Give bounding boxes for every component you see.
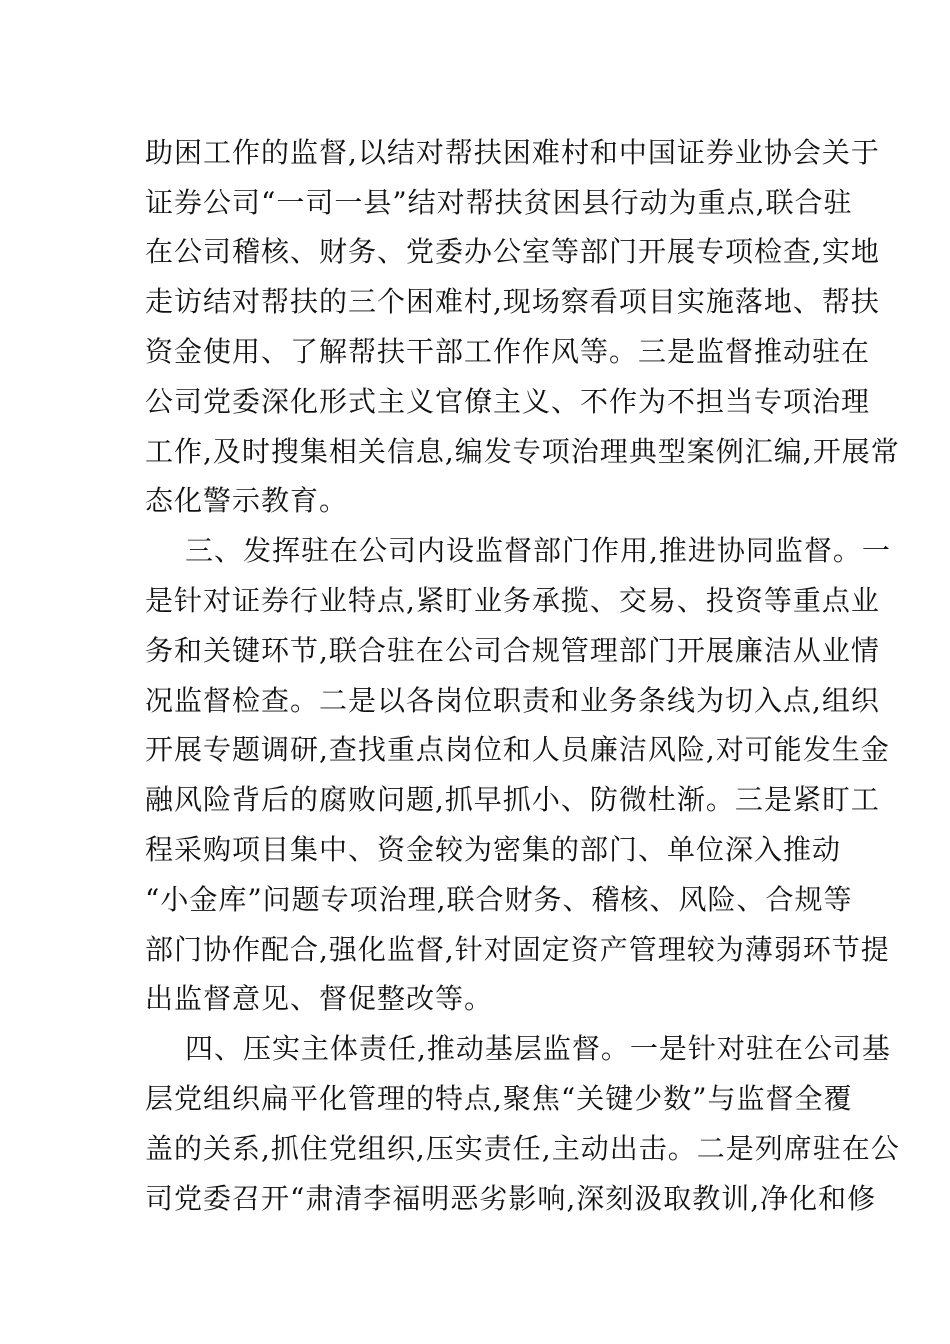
- text-line: 证券公司“一司一县”结对帮扶贫困县行动为重点,联合驻: [145, 186, 853, 219]
- text-line: “小金库”问题专项治理,联合财务、稽核、风险、合规等: [145, 883, 853, 916]
- paragraph-heading-four: 四、压实主体责任,推动基层监督。一是针对驻在公司基: [185, 1032, 891, 1065]
- text-line: 在公司稽核、财务、党委办公室等部门开展专项检查,实地: [145, 235, 880, 268]
- text-line: 助困工作的监督,以结对帮扶困难村和中国证券业协会关于: [145, 136, 880, 169]
- text-line: 开展专题调研,查找重点岗位和人员廉洁风险,对可能发生金: [145, 733, 890, 766]
- text-line: 工作,及时搜集相关信息,编发专项治理典型案例汇编,开展常: [145, 435, 900, 468]
- text-line: 是针对证券行业特点,紧盯业务承揽、交易、投资等重点业: [145, 584, 880, 617]
- text-line: 态化警示教育。: [145, 484, 349, 517]
- text-line: 出监督意见、督促整改等。: [145, 982, 494, 1015]
- text-line: 走访结对帮扶的三个困难村,现场察看项目实施落地、帮扶: [145, 285, 880, 318]
- text-line: 公司党委深化形式主义官僚主义、不作为不担当专项治理: [145, 385, 871, 418]
- text-line: 盖的关系,抓住党组织,压实责任,主动出击。二是列席驻在公: [145, 1132, 900, 1165]
- paragraph-heading-three: 三、发挥驻在公司内设监督部门作用,推进协同监督。一: [185, 534, 891, 567]
- text-line: 况监督检查。二是以各岗位职责和业务条线为切入点,组织: [145, 684, 880, 717]
- text-line: 层党组织扁平化管理的特点,聚焦“关键少数”与监督全覆: [145, 1082, 853, 1115]
- text-line: 程采购项目集中、资金较为密集的部门、单位深入推动: [145, 833, 842, 866]
- text-line: 资金使用、了解帮扶干部工作作风等。三是监督推动驻在: [145, 335, 871, 368]
- text-line: 司党委召开“肃清李福明恶劣影响,深刻汲取教训,净化和修: [145, 1182, 877, 1215]
- text-line: 部门协作配合,强化监督,针对固定资产管理较为薄弱环节提: [145, 933, 890, 966]
- text-line: 务和关键环节,联合驻在公司合规管理部门开展廉洁从业情: [145, 634, 880, 667]
- text-line: 融风险背后的腐败问题,抓早抓小、防微杜渐。三是紧盯工: [145, 783, 880, 816]
